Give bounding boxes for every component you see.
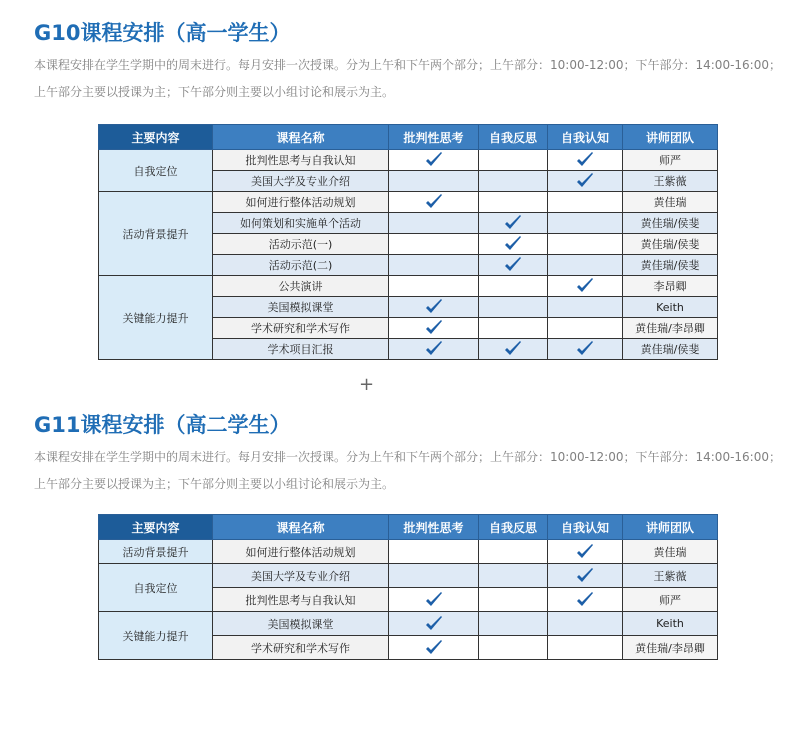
checkmark-icon [575,277,595,295]
self-reflection-cell [479,564,548,588]
category-cell: 活动背景提升 [99,540,213,564]
critical-thinking-cell [389,171,479,192]
self-awareness-cell [548,339,623,360]
checkmark-icon [503,340,523,358]
table-row [99,150,718,171]
instructor-team-cell: 黄佳瑞 [623,540,718,564]
self-reflection-cell [479,339,548,360]
instructor-team-cell: Keith [623,612,718,636]
course-name-cell: 学术研究和学术写作 [213,318,389,339]
checkmark-icon [424,319,444,337]
self-reflection-cell [479,540,548,564]
category-cell: 自我定位 [99,564,213,612]
table-row [99,192,718,213]
course-name-cell: 美国模拟课堂 [213,612,389,636]
course-name-cell: 批判性思考与自我认知 [213,588,389,612]
instructor-team-cell: 黄佳瑞/侯斐 [623,339,718,360]
category-cell: 关键能力提升 [99,612,213,660]
self-awareness-cell [548,318,623,339]
critical-thinking-cell [389,234,479,255]
instructor-team-cell: 李昂卿 [623,276,718,297]
course-name-cell: 学术项目汇报 [213,339,389,360]
category-cell: 自我定位 [99,150,213,192]
header-main-content: 主要内容 [99,125,213,150]
table-header-row [99,515,718,540]
critical-thinking-cell [389,213,479,234]
course-name-cell: 美国大学及专业介绍 [213,564,389,588]
g11-section [0,410,812,655]
self-awareness-cell [548,171,623,192]
self-reflection-cell [479,150,548,171]
g10-description-line-1: 本课程安排在学生学期中的周末进行。每月安排一次授课。分为上午和下午两个部分；上午部分：10:00-12:00；下午部分：14:00-16:00； [34,58,781,72]
course-name-cell: 如何策划和实施单个活动 [213,213,389,234]
self-reflection-cell [479,171,548,192]
header-instructor-team: 讲师团队 [623,125,718,150]
checkmark-icon [503,214,523,232]
instructor-team-cell: 王紫薇 [623,564,718,588]
self-awareness-cell [548,612,623,636]
header-self-awareness: 自我认知 [548,125,623,150]
instructor-team-cell: 师严 [623,588,718,612]
instructor-team-cell: 王紫薇 [623,171,718,192]
critical-thinking-cell [389,588,479,612]
g11-description [34,444,809,498]
checkmark-icon [503,235,523,253]
header-course-name: 课程名称 [213,125,389,150]
self-awareness-cell [548,150,623,171]
critical-thinking-cell [389,276,479,297]
self-reflection-cell [479,297,548,318]
g10-description [34,52,809,106]
critical-thinking-cell [389,150,479,171]
course-name-cell: 学术研究和学术写作 [213,636,389,660]
checkmark-icon [575,591,595,609]
checkmark-icon [424,591,444,609]
course-name-cell: 美国模拟课堂 [213,297,389,318]
course-name-cell: 美国大学及专业介绍 [213,171,389,192]
critical-thinking-cell [389,318,479,339]
course-name-cell: 如何进行整体活动规划 [213,192,389,213]
header-instructor-team: 讲师团队 [623,515,718,540]
course-name-cell: 活动示范(一) [213,234,389,255]
critical-thinking-cell [389,564,479,588]
g11-schedule-table [98,514,718,660]
self-reflection-cell [479,234,548,255]
instructor-team-cell: 黄佳瑞/李昂卿 [623,636,718,660]
plus-divider-icon: + [359,374,375,395]
self-reflection-cell [479,276,548,297]
checkmark-icon [424,615,444,633]
g10-description-line-2: 上午部分主要以授课为主；下午部分则主要以小组讨论和展示为主。 [34,85,395,99]
self-reflection-cell [479,255,548,276]
self-awareness-cell [548,588,623,612]
checkmark-icon [503,256,523,274]
checkmark-icon [575,543,595,561]
checkmark-icon [575,172,595,190]
checkmark-icon [424,151,444,169]
table-row [99,276,718,297]
course-name-cell: 批判性思考与自我认知 [213,150,389,171]
instructor-team-cell: 黄佳瑞/李昂卿 [623,318,718,339]
self-reflection-cell [479,636,548,660]
critical-thinking-cell [389,612,479,636]
g11-description-line-2: 上午部分主要以授课为主；下午部分则主要以小组讨论和展示为主。 [34,477,395,491]
critical-thinking-cell [389,255,479,276]
self-reflection-cell [479,588,548,612]
g10-section [0,18,812,356]
header-self-awareness: 自我认知 [548,515,623,540]
checkmark-icon [575,151,595,169]
self-awareness-cell [548,276,623,297]
instructor-team-cell: 黄佳瑞/侯斐 [623,234,718,255]
header-course-name: 课程名称 [213,515,389,540]
critical-thinking-cell [389,339,479,360]
self-awareness-cell [548,564,623,588]
header-critical-thinking: 批判性思考 [389,515,479,540]
critical-thinking-cell [389,540,479,564]
checkmark-icon [424,340,444,358]
g10-title: G10课程安排（高一学生） [34,21,291,45]
checkmark-icon [424,298,444,316]
header-main-content: 主要内容 [99,515,213,540]
instructor-team-cell: 师严 [623,150,718,171]
critical-thinking-cell [389,636,479,660]
self-awareness-cell [548,213,623,234]
checkmark-icon [575,567,595,585]
self-awareness-cell [548,192,623,213]
instructor-team-cell: 黄佳瑞/侯斐 [623,255,718,276]
course-name-cell: 如何进行整体活动规划 [213,540,389,564]
self-awareness-cell [548,255,623,276]
checkmark-icon [424,193,444,211]
self-awareness-cell [548,540,623,564]
self-awareness-cell [548,234,623,255]
category-cell: 关键能力提升 [99,276,213,360]
course-name-cell: 公共演讲 [213,276,389,297]
checkmark-icon [424,639,444,657]
instructor-team-cell: 黄佳瑞 [623,192,718,213]
table-row [99,540,718,564]
course-name-cell: 活动示范(二) [213,255,389,276]
critical-thinking-cell [389,297,479,318]
checkmark-icon [575,340,595,358]
g11-description-line-1: 本课程安排在学生学期中的周末进行。每月安排一次授课。分为上午和下午两个部分；上午部分：10:00-12:00；下午部分：14:00-16:00； [34,450,781,464]
self-reflection-cell [479,612,548,636]
g10-schedule-table [98,124,718,360]
header-self-reflection: 自我反思 [479,515,548,540]
table-row [99,612,718,636]
self-awareness-cell [548,636,623,660]
table-row [99,564,718,588]
table-header-row [99,125,718,150]
instructor-team-cell: Keith [623,297,718,318]
critical-thinking-cell [389,192,479,213]
self-reflection-cell [479,213,548,234]
header-critical-thinking: 批判性思考 [389,125,479,150]
self-reflection-cell [479,318,548,339]
self-reflection-cell [479,192,548,213]
g11-title: G11课程安排（高二学生） [34,413,291,437]
self-awareness-cell [548,297,623,318]
instructor-team-cell: 黄佳瑞/侯斐 [623,213,718,234]
category-cell: 活动背景提升 [99,192,213,276]
header-self-reflection: 自我反思 [479,125,548,150]
